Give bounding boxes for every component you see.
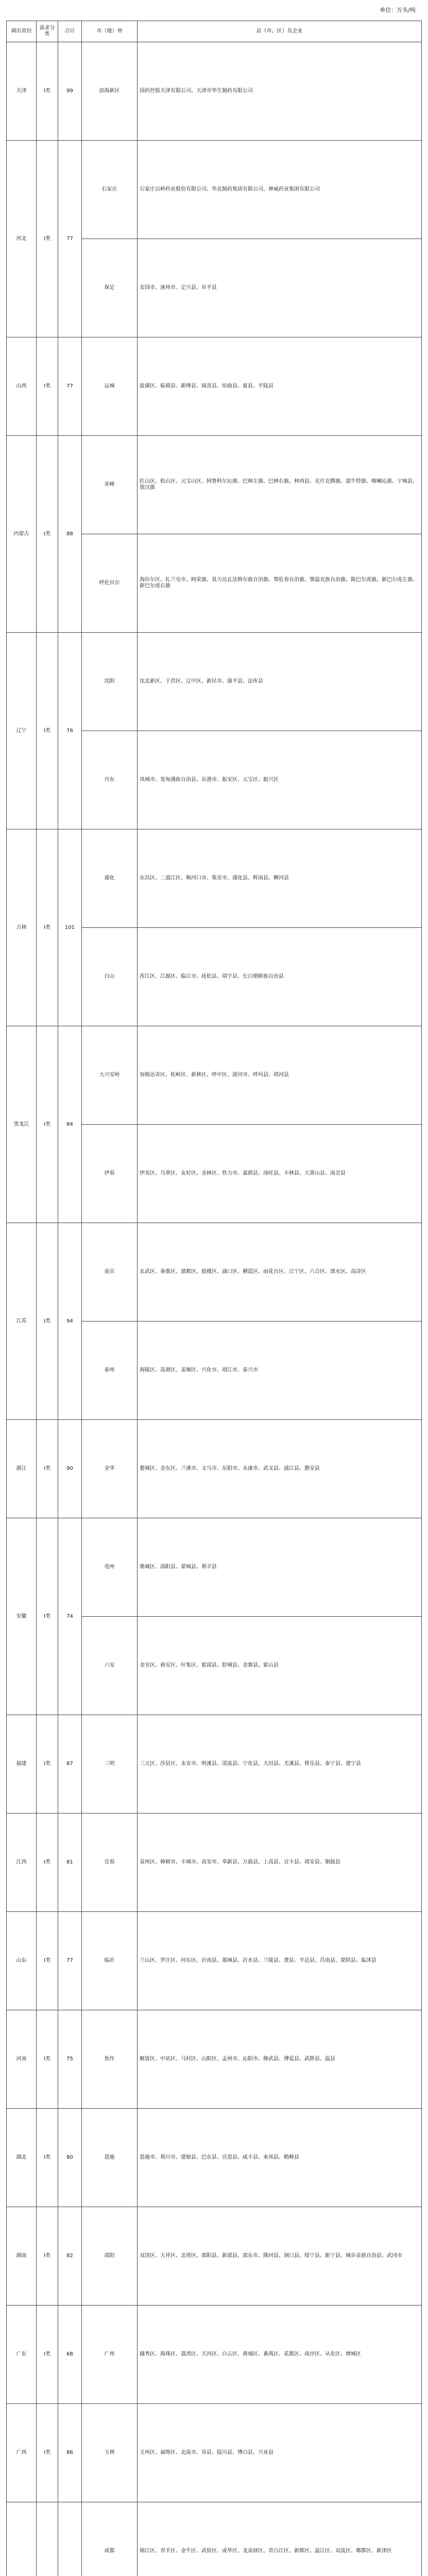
table-row — [7, 633, 422, 731]
location-cell: 加格达奇区、松岭区、新林区、呼中区、漠河市、呼玛县、塔河县 — [138, 1026, 422, 1125]
total-cell: 80 — [58, 2109, 82, 2207]
total-cell: 99 — [58, 42, 82, 141]
location-cell: 玄武区、秦淮区、建邺区、鼓楼区、浦口区、栖霞区、雨花台区、江宁区、六合区、溧水区、高淳区 — [138, 1223, 422, 1321]
total-cell: 101 — [58, 829, 82, 1026]
total-cell: 87 — [58, 1715, 82, 1814]
location-cell: 玉州区、福绵区、北流市、容县、陆川县、博白县、兴业县 — [138, 2404, 422, 2502]
city-cell: 六安 — [82, 1617, 138, 1715]
location-cell: 兰山区、罗庄区、河东区、沂南县、郯城县、沂水县、兰陵县、费县、平邑县、莒南县、蒙阴县、临沭县 — [138, 1912, 422, 2010]
total-cell: 84 — [58, 1026, 82, 1223]
table-row — [7, 1814, 422, 1912]
province-cell: 黑龙江 — [7, 1026, 37, 1223]
city-cell: 焦作 — [82, 2010, 138, 2109]
city-cell: 伊春 — [82, 1125, 138, 1223]
total-cell: 86 — [58, 2404, 82, 2502]
city-cell: 石家庄 — [82, 141, 138, 239]
location-cell: 红山区、松山区、元宝山区、阿鲁科尔沁旗、巴林左旗、巴林右旗、林西县、克什克腾旗、翁牛特旗、喀喇沁旗、宁城县、敖汉旗 — [138, 436, 422, 534]
city-cell: 成都 — [82, 2502, 138, 2576]
province-cell: 河北 — [7, 141, 37, 337]
table-row — [7, 436, 422, 534]
table-row — [7, 2109, 422, 2207]
province-cell: 安徽 — [7, 1518, 37, 1715]
location-cell: 谯城区、涡阳县、蒙城县、利辛县 — [138, 1518, 422, 1617]
table-body — [7, 42, 422, 2576]
table-row — [7, 1715, 422, 1814]
location-cell: 袁州区、樟树市、丰城市、高安市、奉新县、万载县、上高县、宜丰县、靖安县、铜鼓县 — [138, 1814, 422, 1912]
location-cell: 安国市、涿州市、定兴县、阜平县 — [138, 239, 422, 337]
province-cell: 浙江 — [7, 1420, 37, 1518]
city-cell: 玉林 — [82, 2404, 138, 2502]
city-cell: 保定 — [82, 239, 138, 337]
province-cell: 湖南 — [7, 2207, 37, 2306]
province-cell: 辽宁 — [7, 633, 37, 829]
category-cell: I类 — [37, 42, 58, 141]
category-cell: I类 — [37, 1715, 58, 1814]
table-row — [7, 2306, 422, 2404]
city-cell: 沈阳 — [82, 633, 138, 731]
column-header: 需求分类 — [37, 21, 58, 42]
province-cell: 天津 — [7, 42, 37, 141]
city-cell: 恩施 — [82, 2109, 138, 2207]
total-cell: 81 — [58, 1814, 82, 1912]
province-cell: 广东 — [7, 2306, 37, 2404]
column-header: 县（市、区）及企业 — [138, 21, 422, 42]
table-row — [7, 1420, 422, 1518]
table-row — [7, 1223, 422, 1321]
column-header: 合计 — [58, 21, 82, 42]
location-cell: 三元区、沙县区、永安市、明溪县、清流县、宁化县、大田县、尤溪县、将乐县、泰宁县、建宁县 — [138, 1715, 422, 1814]
city-cell: 金华 — [82, 1420, 138, 1518]
total-cell: 88 — [58, 436, 82, 633]
category-cell: I类 — [37, 1223, 58, 1420]
column-header: 市（地）州 — [82, 21, 138, 42]
province-cell: 内蒙古 — [7, 436, 37, 633]
table-row — [7, 2207, 422, 2306]
table-row — [7, 1518, 422, 1617]
table-row — [7, 42, 422, 141]
location-cell: 解放区、中站区、马村区、山阳区、孟州市、沁阳市、修武县、博爱县、武陟县、温县 — [138, 2010, 422, 2109]
total-cell: 74 — [58, 1518, 82, 1715]
city-cell: 临沂 — [82, 1912, 138, 2010]
province-cell: 吉林 — [7, 829, 37, 1026]
city-cell: 大兴安岭 — [82, 1026, 138, 1125]
location-cell: 石家庄以岭药业股份有限公司、华北制药集团有限公司、神威药业集团有限公司 — [138, 141, 422, 239]
location-cell: 浑江区、江源区、临江市、抚松县、靖宇县、长白朝鲜族自治县 — [138, 928, 422, 1026]
city-cell: 赤峰 — [82, 436, 138, 534]
table-row — [7, 2502, 422, 2576]
location-cell: 双清区、大祥区、北塔区、邵阳县、新邵县、邵东市、隆回县、洞口县、绥宁县、新宁县、城步苗族自治县、武冈市 — [138, 2207, 422, 2306]
city-cell: 南京 — [82, 1223, 138, 1321]
total-cell: 77 — [58, 141, 82, 337]
total-cell: 94 — [58, 1223, 82, 1420]
total-cell: 68 — [58, 2306, 82, 2404]
total-cell: 90 — [58, 1420, 82, 1518]
category-cell — [37, 2502, 58, 2576]
category-cell: I类 — [37, 2404, 58, 2502]
category-cell: I类 — [37, 1026, 58, 1223]
location-cell: 盐湖区、临猗县、新绛县、闻喜县、垣曲县、夏县、平陆县 — [138, 337, 422, 436]
location-cell: 国药控股天津有限公司、天津市华生制药有限公司 — [138, 42, 422, 141]
category-cell: I类 — [37, 1912, 58, 2010]
table-row — [7, 337, 422, 436]
category-cell: I类 — [37, 1518, 58, 1715]
total-cell: 75 — [58, 2010, 82, 2109]
province-cell: 广西 — [7, 2404, 37, 2502]
province-cell — [7, 2502, 37, 2576]
total-cell — [58, 2502, 82, 2576]
category-cell: I类 — [37, 2109, 58, 2207]
province-cell: 湖北 — [7, 2109, 37, 2207]
city-cell: 三明 — [82, 1715, 138, 1814]
city-cell: 运城 — [82, 337, 138, 436]
allocation-table — [6, 21, 422, 2576]
location-cell: 婺城区、金东区、兰溪市、义乌市、东阳市、永康市、武义县、浦江县、磐安县 — [138, 1420, 422, 1518]
category-cell: I类 — [37, 337, 58, 436]
total-cell: 77 — [58, 1912, 82, 2010]
total-cell: 82 — [58, 2207, 82, 2306]
city-cell: 亳州 — [82, 1518, 138, 1617]
location-cell: 凤城市、宽甸满族自治县、东港市、振安区、元宝区、振兴区 — [138, 731, 422, 829]
category-cell: I类 — [37, 633, 58, 829]
category-cell: I类 — [37, 1814, 58, 1912]
city-cell: 宜春 — [82, 1814, 138, 1912]
province-cell: 山西 — [7, 337, 37, 436]
city-cell: 滨海新区 — [82, 42, 138, 141]
city-cell: 泰州 — [82, 1321, 138, 1420]
table-row — [7, 141, 422, 239]
category-cell: I类 — [37, 2207, 58, 2306]
total-cell: 77 — [58, 337, 82, 436]
category-cell: I类 — [37, 436, 58, 633]
location-cell: 恩施市、利川市、建始县、巴东县、宣恩县、咸丰县、来凤县、鹤峰县 — [138, 2109, 422, 2207]
location-cell: 东昌区、二道江区、梅河口市、集安市、通化县、辉南县、柳河县 — [138, 829, 422, 928]
city-cell: 通化 — [82, 829, 138, 928]
province-cell: 江苏 — [7, 1223, 37, 1420]
city-cell: 呼伦贝尔 — [82, 534, 138, 633]
city-cell: 邵阳 — [82, 2207, 138, 2306]
location-cell: 海陵区、高港区、姜堰区、兴化市、靖江市、泰兴市 — [138, 1321, 422, 1420]
province-cell: 江西 — [7, 1814, 37, 1912]
table-row — [7, 1912, 422, 2010]
category-cell: I类 — [37, 2010, 58, 2109]
city-cell: 白山 — [82, 928, 138, 1026]
location-cell: 金安区、裕安区、叶集区、霍邱县、舒城县、金寨县、霍山县 — [138, 1617, 422, 1715]
table-row — [7, 829, 422, 928]
category-cell: I类 — [37, 1420, 58, 1518]
category-cell: I类 — [37, 2306, 58, 2404]
location-cell: 沈北新区、于洪区、辽中区、新民市、康平县、法库县 — [138, 633, 422, 731]
unit-label: 单位：万头/吨 — [380, 7, 416, 13]
city-cell: 丹东 — [82, 731, 138, 829]
location-cell: 海拉尔区、扎兰屯市、阿荣旗、莫力达瓦达斡尔族自治旗、鄂伦春自治旗、鄂温克族自治旗、陈巴尔虎旗、新巴尔虎左旗、新巴尔虎右旗 — [138, 534, 422, 633]
table-header-row — [7, 21, 422, 42]
category-cell: I类 — [37, 141, 58, 337]
location-cell: 锦江区、青羊区、金牛区、武侯区、成华区、龙泉驿区、青白江区、新都区、温江区、双流区、郫都区、新津区 — [138, 2502, 422, 2576]
total-cell: 76 — [58, 633, 82, 829]
location-cell: 越秀区、海珠区、荔湾区、天河区、白云区、黄埔区、番禺区、花都区、南沙区、从化区、增城区 — [138, 2306, 422, 2404]
column-header: 调出省份 — [7, 21, 37, 42]
location-cell: 伊美区、乌翠区、友好区、金林区、铁力市、嘉荫县、汤旺县、丰林县、大箐山县、南岔县 — [138, 1125, 422, 1223]
category-cell: I类 — [37, 829, 58, 1026]
province-cell: 山东 — [7, 1912, 37, 2010]
province-cell: 河南 — [7, 2010, 37, 2109]
table-row — [7, 1026, 422, 1125]
province-cell: 福建 — [7, 1715, 37, 1814]
table-row — [7, 2404, 422, 2502]
table-row — [7, 2010, 422, 2109]
city-cell: 广州 — [82, 2306, 138, 2404]
